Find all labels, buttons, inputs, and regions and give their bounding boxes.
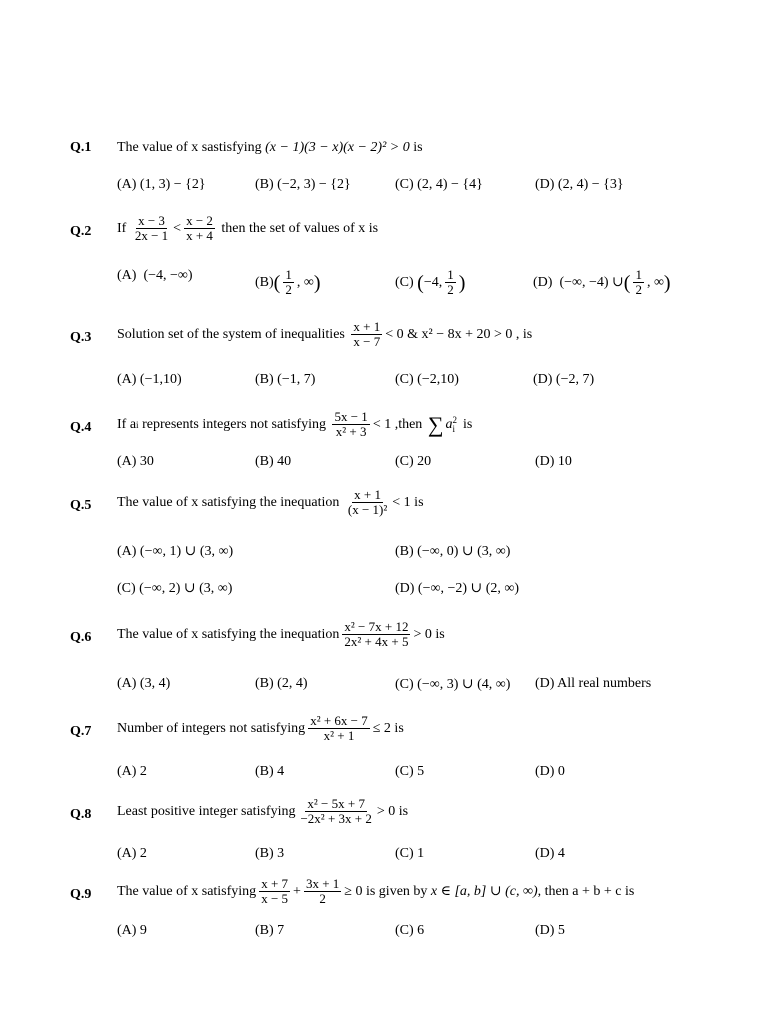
sum-symbol: ∑ xyxy=(427,411,444,437)
fraction: $\frac{x - 3}{2x - 1}$ xyxy=(134,213,169,244)
question-text: The value of x satisfying the inequation $\frac{x + 1}{\text{(x − 1)²}}$ < 1 is xyxy=(117,487,424,518)
option-c[interactable]: (C) 5 xyxy=(395,764,425,779)
option-a[interactable]: (A) 9 xyxy=(117,923,147,938)
fraction: $\frac{5x - 1}{\text{x² + 3}}$ xyxy=(334,409,368,440)
question-text: If $\frac{x - 3}{2x - 1}$ < $\frac{x - 2}{x + 4}$ then the set of values of x is xyxy=(117,213,379,244)
option-a[interactable]: (A) 2 xyxy=(117,764,147,779)
option-b[interactable]: (B) 3 xyxy=(255,846,285,861)
option-b[interactable]: (B) 4 xyxy=(255,764,285,779)
option-d[interactable]: (D) 0 xyxy=(535,764,565,779)
option-c[interactable]: (C) (2, 4) − {4} xyxy=(395,177,483,192)
option-b[interactable]: (B) (−1, 7) xyxy=(255,372,316,387)
question-text: If a i represents integers not satisfying $\frac{5x - 1}{\text{x² + 3}}$ < 1 ,then ∑ a 2 i is xyxy=(117,409,473,440)
option-a[interactable]: (A) (−4, −∞) xyxy=(117,268,193,283)
option-a[interactable]: (A) 30 xyxy=(117,454,154,469)
question-text: Solution set of the system of inequalities $\frac{x + 1}{x - 7}$ < 0 & x² − 8x + 20 > 0 , is xyxy=(117,319,533,350)
option-b[interactable]: (B) ( $\frac{1}{2}$ , ∞ ) xyxy=(255,267,321,298)
option-c[interactable]: (C) (−∞, 2) ∪ (3, ∞) xyxy=(117,581,233,596)
fraction: $\frac{x + 1}{\text{(x − 1)²}}$ xyxy=(347,487,388,518)
fraction: $\frac{\text{x² − 7x + 12}}{\text{2x² + 4x + 5}}$ xyxy=(344,619,409,650)
option-d[interactable]: (D) 10 xyxy=(535,454,572,469)
question-number: Q.8 xyxy=(70,807,92,822)
question-number: Q.3 xyxy=(70,330,92,345)
fraction: $\frac{x + 7}{x - 5}$ xyxy=(261,876,289,907)
option-c[interactable]: (C) (−2,10) xyxy=(395,372,459,387)
fraction: $\frac{x + 1}{x - 7}$ xyxy=(353,319,381,350)
fraction: $\frac{3x + 1}{2}$ xyxy=(305,876,340,907)
option-b[interactable]: (B) (−2, 3) − {2} xyxy=(255,177,351,192)
option-c[interactable]: (C) (−∞, 3) ∪ (4, ∞) xyxy=(395,677,511,692)
question-number: Q.6 xyxy=(70,630,92,645)
fraction: $\frac{\text{x² − 5x + 7}}{\text{−2x² + 3x + 2}}$ xyxy=(300,796,372,827)
option-a[interactable]: (A) (3, 4) xyxy=(117,676,171,691)
question-number: Q.9 xyxy=(70,887,92,902)
option-b[interactable]: (B) 40 xyxy=(255,454,292,469)
option-d[interactable]: (D) (−∞, −2) ∪ (2, ∞) xyxy=(395,581,520,596)
question-number: Q.2 xyxy=(70,224,92,239)
math-expression: (x − 1)(3 − x)(x − 2)² > 0 xyxy=(265,140,410,155)
question-text: The value of x satisfying the inequation $\frac{\text{x² − 7x + 12}}{\text{2x² + 4x + 5}}$ > 0 is xyxy=(117,619,445,650)
question-number: Q.5 xyxy=(70,498,92,513)
option-c[interactable]: (C) 1 xyxy=(395,846,425,861)
question-number: Q.4 xyxy=(70,420,92,435)
option-c[interactable]: (C) 6 xyxy=(395,923,425,938)
option-a[interactable]: (A) (−∞, 1) ∪ (3, ∞) xyxy=(117,544,234,559)
option-a[interactable]: (A) (1, 3) − {2} xyxy=(117,177,206,192)
option-d[interactable]: (D) (−∞, −4) ∪ ( $\frac{1}{2}$ , ∞ ) xyxy=(533,267,671,298)
question-text: The value of x sastisfying (x − 1)(3 − x)(x − 2)² > 0 is xyxy=(117,140,423,155)
question-number: Q.1 xyxy=(70,140,92,155)
option-a[interactable]: (A) 2 xyxy=(117,846,147,861)
option-b[interactable]: (B) 7 xyxy=(255,923,285,938)
question-text: The value of x satisfying $\frac{x + 7}{x - 5}$ + $\frac{3x + 1}{2}$ ≥ 0 is given by x ∈ [a, b] ∪ (c, ∞) , then a + b + c is xyxy=(117,876,635,907)
question-text: Least positive integer satisfying $\frac{\text{x² − 5x + 7}}{\text{−2x² + 3x + 2}}$ > 0 is xyxy=(117,796,409,827)
option-a[interactable]: (A) (−1,10) xyxy=(117,372,182,387)
fraction: $\frac{\text{x² + 6x − 7}}{\text{x² + 1}}$ xyxy=(310,713,368,744)
option-c[interactable]: (C) ( −4, $\frac{1}{2}$ ) xyxy=(395,267,466,298)
question-text: Number of integers not satisfying $\frac{\text{x² + 6x − 7}}{\text{x² + 1}}$ ≤ 2 is xyxy=(117,713,404,744)
option-b[interactable]: (B) (2, 4) xyxy=(255,676,308,691)
math-expression: x ∈ [a, b] ∪ (c, ∞) xyxy=(430,884,538,900)
question-number: Q.7 xyxy=(70,724,92,739)
option-c[interactable]: (C) 20 xyxy=(395,454,432,469)
fraction: $\frac{x - 2}{x + 4}$ xyxy=(186,213,213,244)
option-d[interactable]: (D) 5 xyxy=(535,923,565,938)
option-d[interactable]: (D) (−2, 7) xyxy=(533,372,595,387)
option-d[interactable]: (D) (2, 4) − {3} xyxy=(535,177,624,192)
option-b[interactable]: (B) (−∞, 0) ∪ (3, ∞) xyxy=(395,544,511,559)
option-d[interactable]: (D) 4 xyxy=(535,846,565,861)
option-d[interactable]: (D) All real numbers xyxy=(535,676,652,691)
